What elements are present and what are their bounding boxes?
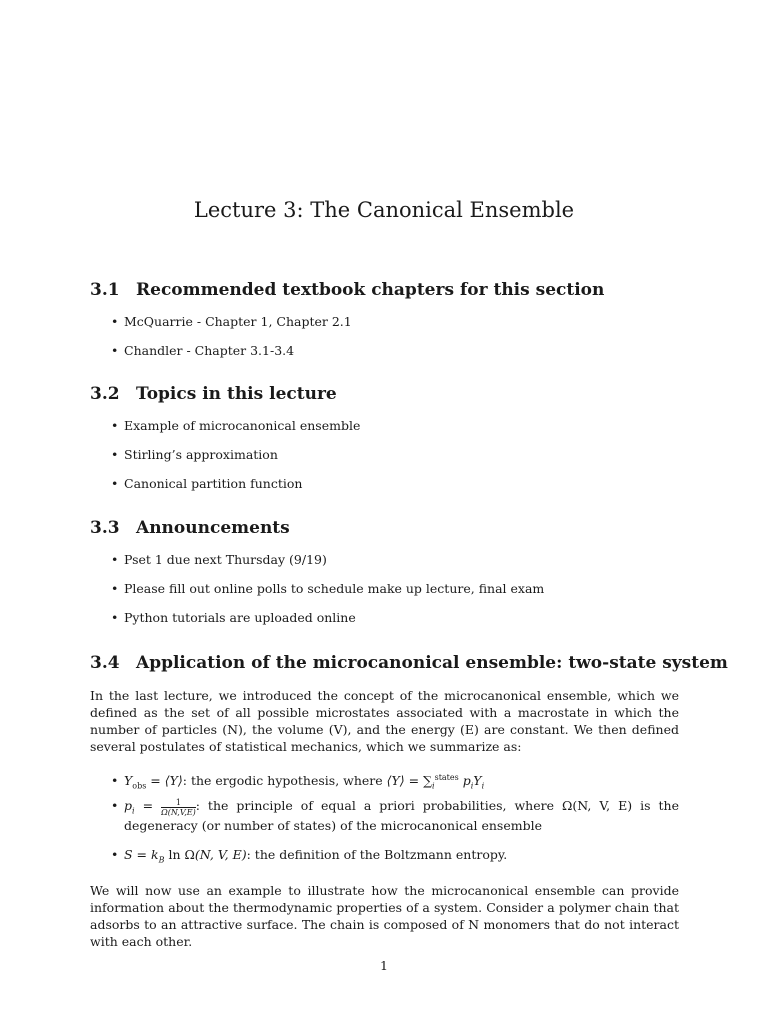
list-item-boltzmann: [90, 846, 690, 863]
bullet-list: [90, 417, 690, 492]
list-item: • Python tutorials are uploaded online: [90, 609, 690, 626]
list-item-ergodic: [90, 772, 690, 789]
page-number: 1: [380, 958, 388, 973]
list-item-equal-priori: [90, 797, 679, 834]
equation-ensemble-average: ⟨Y⟩ = $\sum_i^{states}$ $p_iY_i$: [386, 772, 485, 791]
section-number: 3.4: [90, 653, 120, 673]
closing-paragraph: We will now use an example to illustrate how the microcanonical ensemble can provide information about the thermodynamic properties of a system. Consider a polymer chain that adsorbs to an attractive surface. The chain is composed of N monomers that do not interact with each other.: [90, 883, 679, 949]
section-heading: [90, 383, 690, 405]
list-item: • Canonical partition function: [90, 475, 690, 492]
section-title: Recommended textbook chapters for this section: [136, 280, 605, 300]
list-item: • McQuarrie - Chapter 1, Chapter 2.1: [90, 313, 690, 330]
equation-probability: $p_i$ = $\frac{1}{\Omega(N,V,E)}$: [124, 798, 196, 817]
section-number: 3.1: [90, 280, 120, 300]
section-heading: [90, 279, 690, 301]
lecture-title: Lecture 3: The Canonical Ensemble: [193, 198, 575, 222]
postulate-text: : the principle of equal a priori probabilities, where Ω(N, V, E) is the degeneracy (or number of states) of the microcanonical ensemble: [124, 798, 679, 833]
bullet-list: [90, 772, 690, 863]
section-3-4: [90, 652, 728, 674]
list-item: • Chandler - Chapter 3.1-3.4: [90, 342, 690, 359]
section-3-3: [90, 517, 690, 626]
section-heading: [90, 652, 728, 674]
postulate-text: : the ergodic hypothesis, where: [182, 773, 383, 788]
list-item: • Stirling’s approximation: [90, 446, 690, 463]
bullet-list: [90, 313, 690, 359]
equation-entropy: $S = k_B$ ln Ω(N, V, E): [124, 847, 247, 865]
list-item: • Please fill out online polls to schedule make up lecture, final exam: [90, 580, 690, 597]
list-item: • Pset 1 due next Thursday (9/19): [90, 551, 690, 568]
equation-ergodic: $Y_{obs}$ = ⟨Y⟩: [124, 773, 183, 791]
section-heading: [90, 517, 690, 539]
section-title: Application of the microcanonical ensemble: two-state system: [136, 653, 728, 673]
section-3-1: [90, 279, 690, 359]
section-number: 3.3: [90, 518, 120, 538]
section-number: 3.2: [90, 384, 120, 404]
list-item: • Example of microcanonical ensemble: [90, 417, 690, 434]
section-3-2: [90, 383, 690, 492]
bullet-list: [90, 551, 690, 626]
section-title: Topics in this lecture: [136, 384, 337, 404]
section-title: Announcements: [136, 518, 290, 538]
postulate-text: : the definition of the Boltzmann entropy.: [246, 847, 508, 862]
postulates-list: [90, 772, 690, 863]
intro-paragraph: In the last lecture, we introduced the concept of the microcanonical ensemble, which we defined as the set of all possible microstates associated with a macrostate in which the number of particles (N), the volume (V), and the energy (E) are constant. We then defined several postulates of statistical mechanics, which we summarize as:: [90, 688, 679, 754]
